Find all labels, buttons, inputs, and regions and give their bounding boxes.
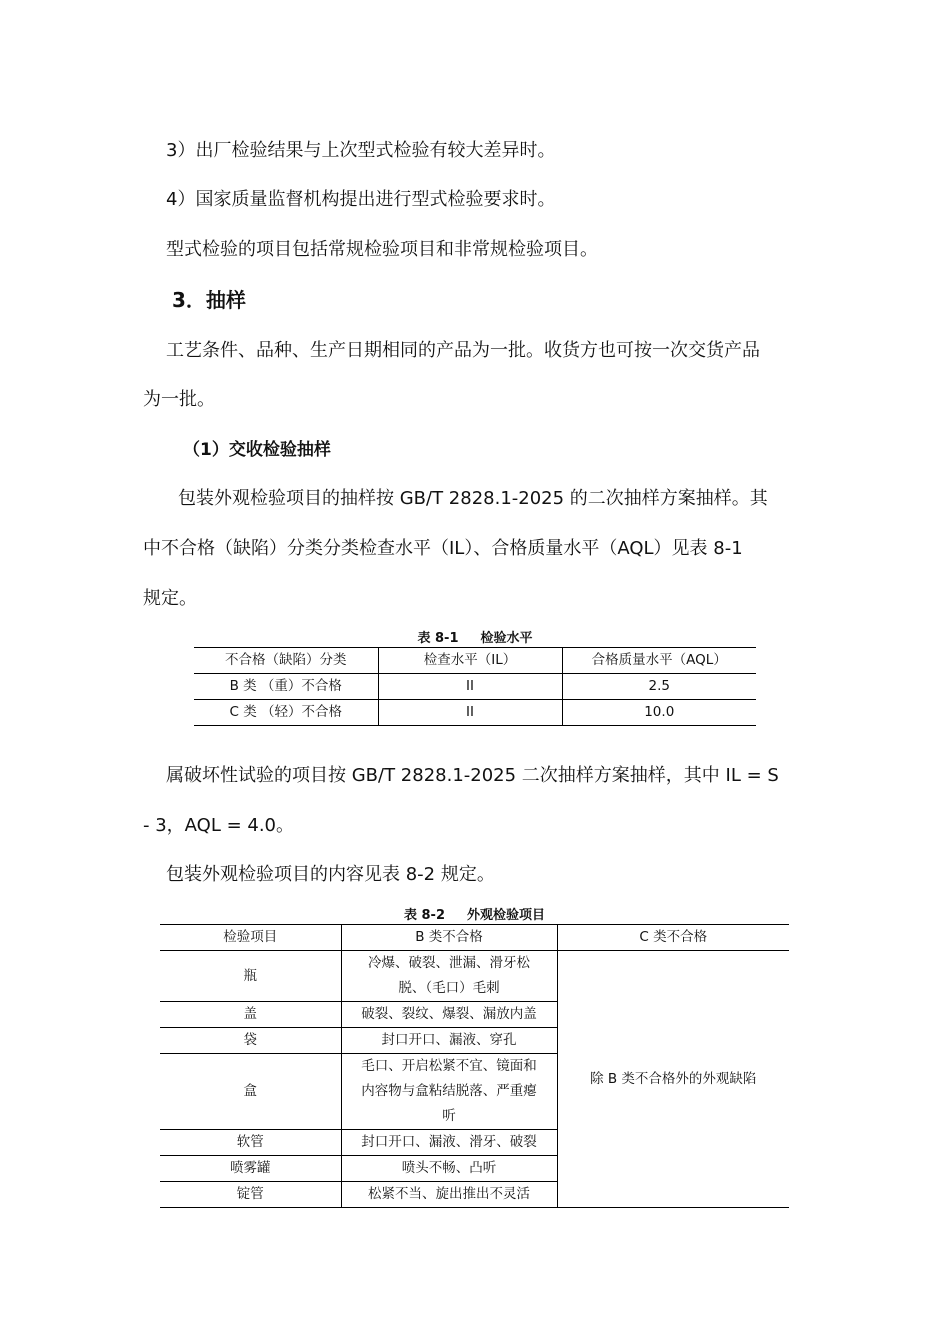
table-cell: 瓶: [160, 951, 341, 1002]
table-cell: 封口开口、漏液、滑牙、破裂: [341, 1130, 557, 1156]
table-header: 不合格（缺陷）分类: [194, 648, 378, 674]
table-1-caption: [194, 627, 756, 646]
table-row: [194, 674, 756, 700]
paragraph-destructive-line-2: - 3，AQL = 4.0。: [143, 815, 295, 836]
table-cell: II: [378, 700, 562, 726]
table-row: [160, 951, 789, 1002]
table-row: [194, 700, 756, 726]
table-cell: 软管: [160, 1130, 341, 1156]
paragraph-type-items: 型式检验的项目包括常规检验项目和非常规检验项目。: [166, 239, 598, 260]
table-header: C 类不合格: [557, 925, 789, 951]
paragraph-pack-line-3: 规定。: [143, 588, 197, 609]
cell-line: 毛口、开启松紧不宜、镜面和: [361, 1058, 537, 1074]
table-cell: 锭管: [160, 1182, 341, 1208]
table-cell: 盒: [160, 1054, 341, 1130]
paragraph-batch-line-1: 工艺条件、品种、生产日期相同的产品为一批。收货方也可按一次交货产品: [166, 340, 760, 361]
table-cell: 喷头不畅、凸听: [341, 1156, 557, 1182]
table-cell: 松紧不当、旋出推出不灵活: [341, 1182, 557, 1208]
table-cell: 2.5: [562, 674, 756, 700]
table-header-row: [160, 925, 789, 951]
table-cell-c-class: 除 B 类不合格外的外观缺陷: [557, 951, 789, 1208]
paragraph-batch-line-2: 为一批。: [143, 389, 215, 410]
section-heading-sampling: 3．抽样: [172, 288, 246, 312]
table-cell: 袋: [160, 1028, 341, 1054]
paragraph-pack-line-1: 包装外观检验项目的抽样按 GB/T 2828.1-2025 的二次抽样方案抽样。其: [178, 488, 768, 509]
table-cell: 喷雾罐: [160, 1156, 341, 1182]
table-2-caption-title: 外观检验项目: [467, 908, 546, 923]
appearance-inspection-table: [160, 924, 789, 1208]
table-2-caption: [160, 904, 789, 923]
paragraph-item-3: 3）出厂检验结果与上次型式检验有较大差异时。: [166, 140, 556, 161]
cell-line: 听: [442, 1108, 456, 1124]
table-1-caption-title: 检验水平: [480, 631, 533, 646]
table-cell: 封口开口、漏液、穿孔: [341, 1028, 557, 1054]
table-cell: [341, 951, 557, 1002]
cell-line: 内容物与盒粘结脱落、严重瘪: [361, 1083, 537, 1099]
table-cell: B 类 （重）不合格: [194, 674, 378, 700]
table-2-caption-number: 表 8-2: [403, 908, 445, 923]
paragraph-destructive-line-1: 属破坏性试验的项目按 GB/T 2828.1-2025 二次抽样方案抽样，其中 IL = S: [166, 765, 779, 786]
table-cell: C 类 （轻）不合格: [194, 700, 378, 726]
table-cell: [341, 1054, 557, 1130]
inspection-level-table: [194, 647, 756, 726]
cell-line: 冷爆、破裂、泄漏、滑牙松: [368, 955, 530, 971]
table-cell: 10.0: [562, 700, 756, 726]
table-header: B 类不合格: [341, 925, 557, 951]
subheading-acceptance-sampling: （1）交收检验抽样: [183, 440, 331, 460]
paragraph-item-4: 4）国家质量监督机构提出进行型式检验要求时。: [166, 189, 556, 210]
paragraph-content-line: 包装外观检验项目的内容见表 8-2 规定。: [166, 864, 495, 885]
table-header-row: [194, 648, 756, 674]
cell-line: 脱、（毛口）毛刺: [398, 980, 500, 996]
table-header: 检查水平（IL）: [378, 648, 562, 674]
table-cell: 破裂、裂纹、爆裂、漏放内盖: [341, 1002, 557, 1028]
table-1-caption-number: 表 8-1: [417, 631, 459, 646]
table-cell: 盖: [160, 1002, 341, 1028]
table-cell: II: [378, 674, 562, 700]
table-header: 合格质量水平（AQL）: [562, 648, 756, 674]
paragraph-pack-line-2: 中不合格（缺陷）分类分类检查水平（IL）、合格质量水平（AQL）见表 8-1: [143, 538, 743, 559]
table-header: 检验项目: [160, 925, 341, 951]
